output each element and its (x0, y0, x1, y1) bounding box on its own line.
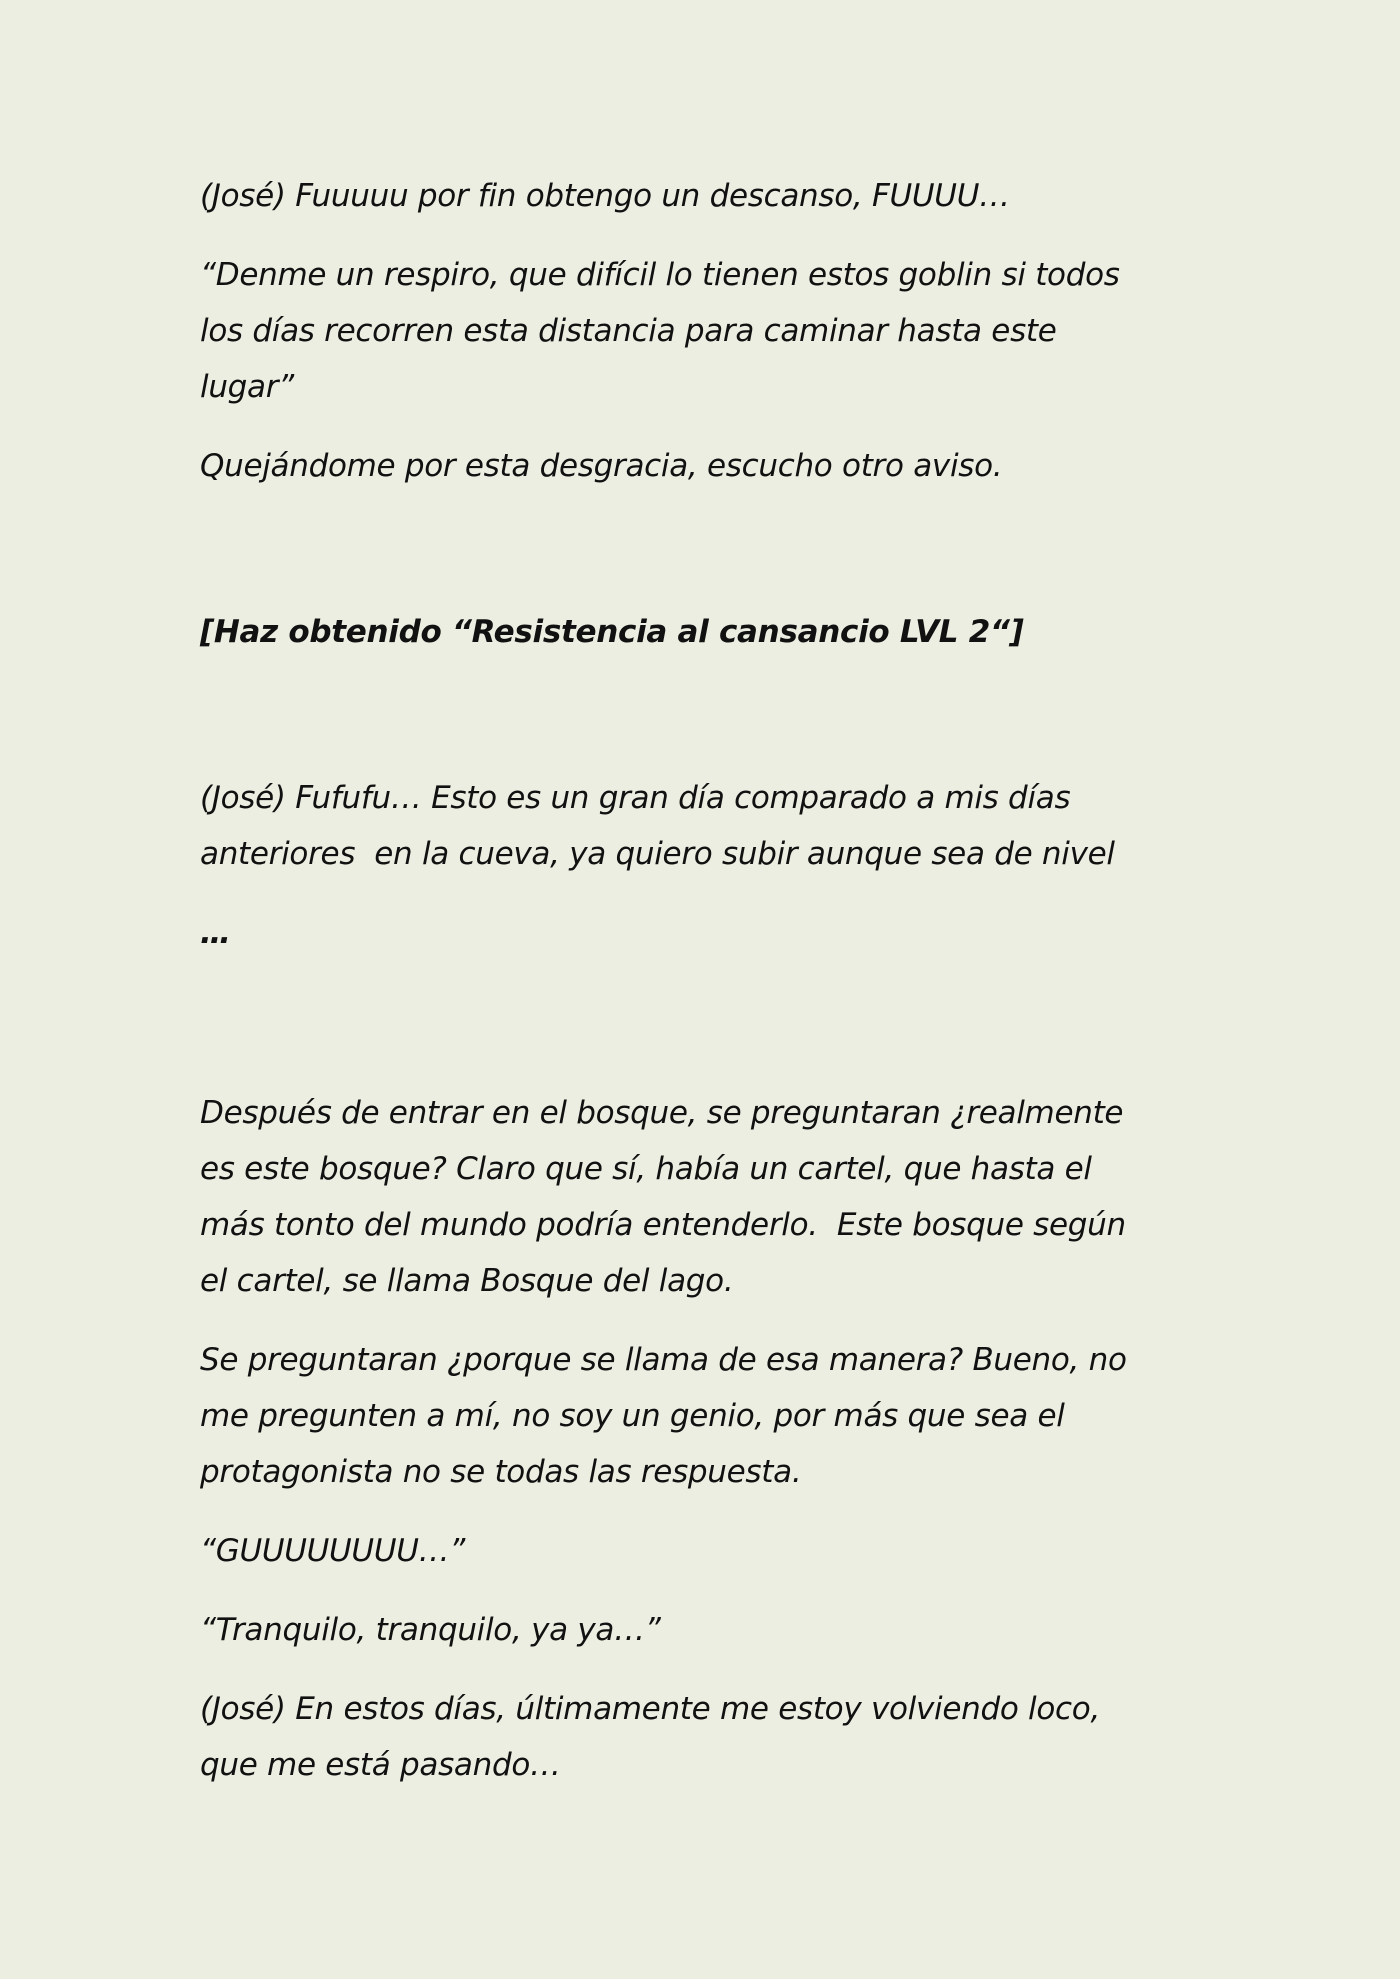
paragraph-jose-rest: (José) Fuuuuu por fin obtengo un descanso, FUUUU… (200, 178, 1010, 214)
paragraph-jose-fufufu: (José) Fufufu… Esto es un gran día comparado a mis días anteriores en la cueva, ya quiero subir aunque sea de nivel (200, 780, 1115, 872)
paragraph-calm: “Tranquilo, tranquilo, ya ya…” (200, 1612, 661, 1648)
paragraph-growl: “GUUUUUUUU…” (200, 1533, 466, 1569)
system-notice: [Haz obtenido “Resistencia al cansancio LVL 2“] (200, 614, 1024, 650)
paragraph-complaint: Quejándome por esta desgracia, escucho otro aviso. (200, 448, 1003, 484)
paragraph-breather-quote: “Denme un respiro, que difícil lo tienen estos goblin si todos los días recorren esta distancia para caminar hasta este lugar” (200, 257, 1120, 405)
paragraph-forest-entry: Después de entrar en el bosque, se preguntaran ¿realmente es este bosque? Claro que sí, había un cartel, que hasta el más tonto del mundo podría entenderlo. Este bosque según el cartel, se llama Bosque del lago. (200, 1095, 1126, 1299)
paragraph-forest-name: Se preguntaran ¿porque se llama de esa manera? Bueno, no me pregunten a mí, no soy un genio, por más que sea el protagonista no se todas las respuesta. (200, 1342, 1127, 1490)
ellipsis-line: … (200, 915, 231, 951)
paragraph-jose-crazy: (José) En estos días, últimamente me estoy volviendo loco, que me está pasando… (200, 1691, 1100, 1783)
